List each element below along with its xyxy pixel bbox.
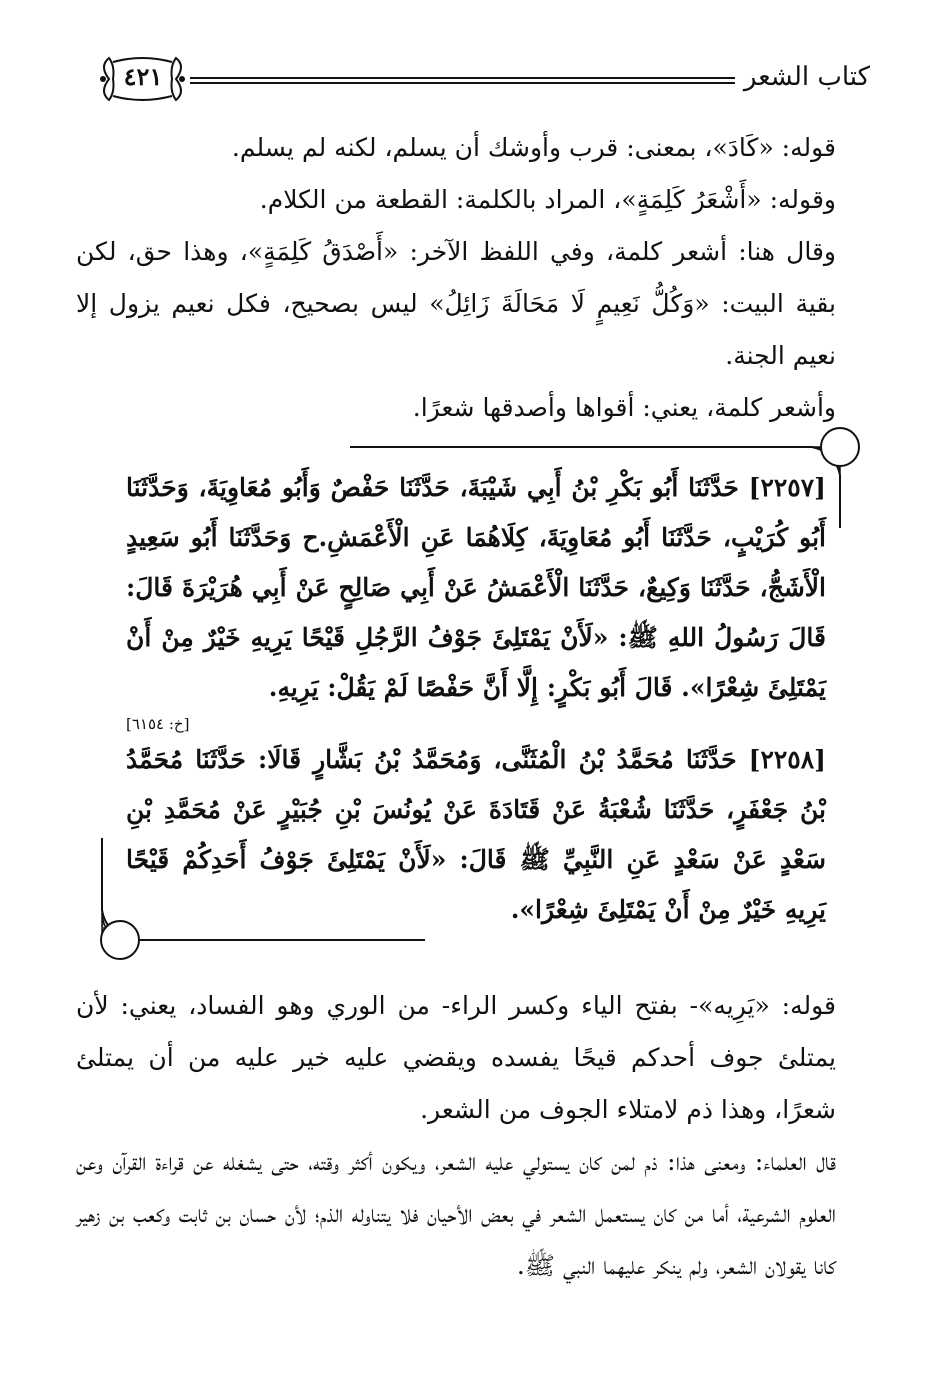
hadith-2258: [٢٢٥٨] حَدَّثَنَا مُحَمَّدُ بْنُ الْمُثَنَّى، وَمُحَمَّدُ بْنُ بَشَّارٍ قَالَا: حَدَّثَنَا مُحَمَّدُ بْنُ جَعْفَرٍ، حَدَّثَنَا شُعْبَةُ عَنْ قَتَادَةَ عَنْ يُونُسَ بْنِ جُبَيْرٍ عَنْ مُحَمَّدِ بْنِ سَعْدٍ عَنْ سَعْدٍ عَنِ النَّبِيِّ ﷺ قَالَ: «لَأَنْ يَمْتَلِئَ جَوْفُ أَحَدِكُمْ قَيْحًا يَرِيهِ خَيْرٌ مِنْ أَنْ يَمْتَلِئَ شِعْرًا». bbox=[126, 745, 826, 924]
hadith-reference: [خ: ٦١٥٤] bbox=[126, 715, 190, 733]
hadith-2257: [٢٢٥٧] حَدَّثَنَا أَبُو بَكْرِ بْنُ أَبِي شَيْبَةَ، حَدَّثَنَا حَفْصٌ وَأَبُو مُعَاوِيَةَ، وَحَدَّثَنَا أَبُو كُرَيْبٍ، حَدَّثَنَا أَبُو مُعَاوِيَةَ، كِلَاهُمَا عَنِ الْأَعْمَشِ.ح وَحَدَّثَنَا أَبُو سَعِيدٍ الْأَشَجُّ، حَدَّثَنَا وَكِيعٌ، حَدَّثَنَا الْأَعْمَشُ عَنْ أَبِي صَالِحٍ عَنْ أَبِي هُرَيْرَةَ قَالَ: قَالَ رَسُولُ اللهِ ﷺ: «لَأَنْ يَمْتَلِئَ جَوْفُ الرَّجُلِ قَيْحًا يَرِيهِ خَيْرٌ مِنْ أَنْ يَمْتَلِئَ شِعْرًا». قَالَ أَبُو بَكْرٍ: إِلَّا أَنَّ حَفْصًا لَمْ يَقُلْ: يَرِيهِ. bbox=[126, 473, 826, 702]
paragraph: قوله: «يَرِيه»- بفتح الياء وكسر الراء- من الوري وهو الفساد، يعني: لأن يمتلئ جوف أحدكم قيحًا يفسده ويقضي عليه خير عليه من أن يمتلئ شعرًا، وهذا ذم لامتلاء الجوف من الشعر. bbox=[76, 991, 836, 1124]
page-number: ٤٢١ bbox=[123, 62, 163, 91]
commentary-bottom bbox=[76, 980, 866, 1292]
paragraph: وأشعر كلمة، يعني: أقواها وأصدقها شعرًا. bbox=[412, 393, 836, 422]
book-title: كتاب الشعر bbox=[743, 62, 870, 92]
paragraph: قوله: «كَادَ»، بمعنى: قرب وأوشك أن يسلم، لكنه لم يسلم. bbox=[231, 133, 836, 162]
hadith-section bbox=[126, 463, 826, 935]
paragraph: وقوله: «أَشْعَرُ كَلِمَةٍ»، المراد بالكلمة: القطعة من الكلام. bbox=[259, 185, 836, 214]
paragraph: وقال هنا: أشعر كلمة، وفي اللفظ الآخر: «أَصْدَقُ كَلِمَةٍ»، وهذا حق، لكن بقية البيت: «وَكُلُّ نَعِيمٍ لَا مَحَالَةَ زَائِلُ» ليس بصحيح، فكل نعيم يزول إلا نعيم الجنة. bbox=[76, 237, 836, 370]
paragraph: قال العلماء: ومعنى هذا: ذم لمن كان يستولي عليه الشعر، ويكون أكثر وقته، حتى يشغله عن قراءة القرآن وعن العلوم الشرعية، أما من كان يستعمل الشعر في بعض الأحيان فلا يتناوله الذم؛ لأن حسان بن ثابت وكعب بن زهير كانا يقولان الشعر، ولم ينكر عليهما النبي ﷺ. bbox=[76, 1147, 836, 1280]
